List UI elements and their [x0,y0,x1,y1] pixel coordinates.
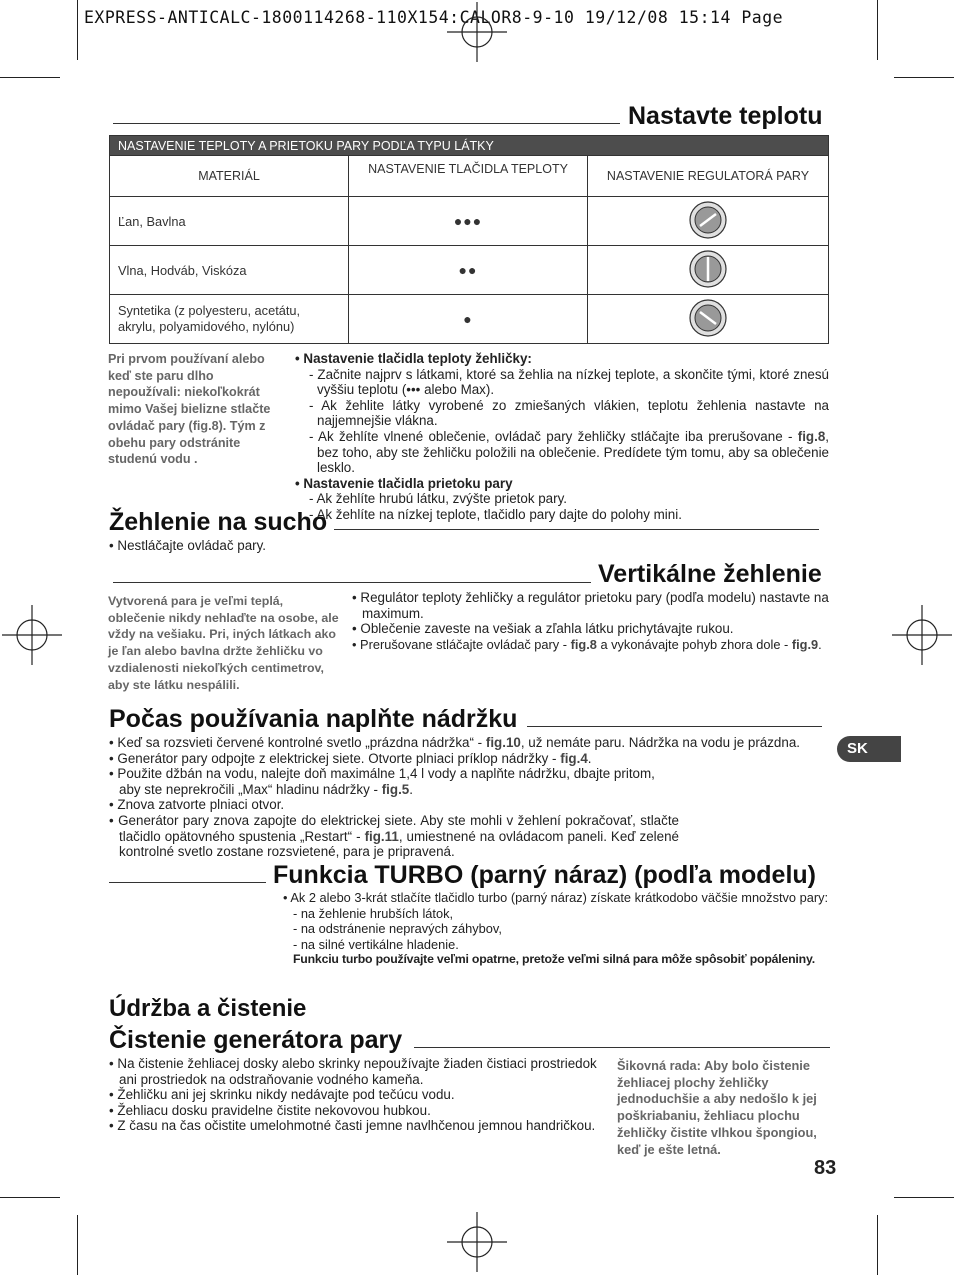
steam-dial-max-icon [688,200,728,240]
cleaning-instructions [109,1056,609,1134]
turbo-warning: Funkciu turbo používajte veľmi opatrne, pretože veľmi silná para môže spôsobiť popáleniny. [293,952,815,967]
instruction-text: • Prerušovane stláčajte ovládač pary - [352,636,571,652]
instruction-line [295,429,829,476]
instruction-text: a vykonávajte pohyb zhora dole - [596,636,792,652]
temperature-dots: ●● [349,246,588,295]
registration-mark-icon [2,605,62,665]
instruction-line: - na odstránenie nepravých záhybov, [293,921,502,937]
instruction-line: - Ak žehlite látky vyrobené zo zmiešaných vlákien, teplotu žehlenia nastavte na najjemnejšie vlákna. [309,397,829,429]
material-cell: Ľan, Bavlna [110,197,349,246]
instruction-text: . [818,636,822,652]
language-tab: SK [837,736,901,762]
temperature-dots: ●●● [349,197,588,246]
instruction-line [352,637,830,653]
instruction-line: - na žehlenie hrubších látok, [293,905,454,921]
figure-reference: fig.4 [560,750,588,766]
instruction-line: • Oblečenie zaveste na vešiak a zľahla látku prichytávajte rukou. [352,621,734,637]
temperature-side-note: Pri prvom používaní alebo keď ste paru dlho nepoužívali: niekoľkokrát mimo Vašej bielizne stlačte ovládač pary (fig.8). Tým z obehu pary odstránite studenú vodu . [108,352,271,467]
bullet-heading: • Nastavenie tlačidla prietoku pary [295,475,513,491]
instruction-text: - Ak žehlíte vlnené oblečenie, ovládač pary žehličky stláčajte iba prerušovane - [309,428,798,444]
crop-mark [0,1197,60,1198]
instruction-line [109,751,829,767]
section-title-dry-ironing: Žehlenie na sucho [109,508,328,536]
instruction-line: • Ak 2 alebo 3-krát stlačíte tlačidlo turbo (parný náraz) získate krátkodobo väčšie množstvo pary: [283,890,829,905]
crop-mark [77,1215,78,1275]
instruction-line: • Z času na čas očistite umelohmotné časti jemne navlhčenou jemnou handričkou. [109,1118,596,1134]
section-rule [109,882,266,883]
instruction-line: - Ak žehlíte hrubú látku, zvýšte prietok pary. [309,491,568,507]
section-title-maintenance: Údržba a čistenie [109,995,307,1022]
figure-reference: fig.8 [797,428,826,444]
instruction-text: . [409,781,413,797]
vertical-side-note: Vytvorená para je veľmi teplá, oblečenie nikdy nehlaďte na osobe, ale vždy na vešiaku. Pri, iných látkach ako je ľan alebo bavlna držte žehličku vo vzdialenosti niekoľkých centimetrov, aby ste látku nespálili. [108,594,339,692]
instruction-line: • Žehliacu dosku pravidelne čistite nekovovou hubkou. [109,1102,431,1118]
section-rule [113,123,620,124]
page-number: 83 [814,1157,837,1179]
instruction-text: , umiestnené na ovládacom paneli. Keď zelené kontrolné svetlo zostane rozsvietené, para je pripravená. [119,828,680,860]
cleaning-tip: Šikovná rada: Aby bolo čistenie žehliacej plochy žehličky jednoduchšie a aby nedošlo k jej poškriabaniu, žehliacu plochu žehličky čistite vlhkou špongiou, keď je ešte letná. [617,1058,817,1157]
temperature-instructions [295,351,829,523]
temperature-table [109,135,829,344]
figure-reference: fig.11 [364,828,399,844]
bullet-heading: • Nastavenie tlačidla teploty žehličky: [295,351,532,366]
section-title-refill: Počas používania naplňte nádržku [109,705,518,733]
column-header-material: MATERIÁL [110,156,349,197]
section-rule [113,582,591,583]
print-header: EXPRESS-ANTICALC-1800114268-110X154:CALOR8-9-10 19/12/08 15:14 Page [84,8,784,27]
crop-mark [894,1197,954,1198]
section-title-turbo: Funkcia TURBO (parný náraz) (podľa modelu) [273,861,817,889]
instruction-line: - na silné vertikálne hladenie. [293,936,459,952]
crop-mark [0,77,60,78]
figure-reference: fig.5 [381,781,410,797]
dry-ironing-text: • Nestláčajte ovládač pary. [109,538,267,553]
instruction-text: . [587,750,592,766]
section-title-cleaning: Čistenie generátora pary [109,1026,403,1054]
instruction-line: • Znova zatvorte plniaci otvor. [109,797,285,813]
section-rule [527,726,822,727]
figure-reference: fig.10 [485,735,521,750]
section-rule [414,1047,830,1048]
material-cell: Syntetika (z polyesteru, acetátu, akrylu, polyamidového, nylónu) [110,295,349,344]
crop-mark [877,1215,878,1275]
column-header-temperature: NASTAVENIE TLAČIDLA TEPLOTY [349,156,588,197]
registration-mark-icon [447,2,507,62]
turbo-instructions [283,890,829,968]
instruction-line [109,766,679,797]
instruction-text: • Keď sa rozsvieti červené kontrolné svetlo „prázdna nádržka“ - [109,735,486,750]
table-title: NASTAVENIE TEPLOTY A PRIETOKU PARY PODĽA TYPU LÁTKY [110,136,829,156]
table-row [110,197,829,246]
instruction-line: - Začnite najprv s látkami, ktoré sa žehlia na nízkej teplote, a skončite tými, ktoré znesú vyššiu teplotu (••• alebo Max). [309,366,829,398]
table-row [110,246,829,295]
crop-mark [877,0,878,60]
figure-reference: fig.8 [570,636,597,652]
section-rule [334,529,819,530]
instruction-line: • Na čistenie žehliacej dosky alebo skrinky nepoužívajte žiaden čistiaci prostriedok ani prostriedok na odstraňovanie vodného kameňa. [109,1056,597,1087]
column-header-steam: NASTAVENIE REGULATORÁ PARY [588,156,829,197]
crop-mark [77,0,78,60]
crop-mark [894,77,954,78]
section-title-vertical-ironing: Vertikálne žehlenie [598,560,822,588]
section-title-temperature: Nastavte teplotu [628,102,823,130]
instruction-text: , už nemáte paru. Nádržka na vodu je prázdna. [520,735,800,750]
instruction-text: • Generátor pary znova zapojte do elektrickej siete. Aby ste mohli v žehlení pokračovať, stlačte tlačidlo opätovného spustenia „Restart“ - [109,812,679,844]
vertical-instructions [352,590,830,652]
steam-dial-mid-icon [688,249,728,289]
instruction-text: • Použite džbán na vodu, nalejte doň maximálne 1,4 l vody a naplňte nádržku, dbajte pritom, aby ste neprekročili „Max“ hladinu nádržky - [109,766,655,797]
instruction-line: - Ak žehlíte na nízkej teplote, tlačidlo pary dajte do polohy mini. [309,506,682,522]
figure-reference: fig.9 [791,636,819,652]
material-cell: Vlna, Hodváb, Viskóza [110,246,349,295]
refill-instructions [109,735,829,860]
instruction-line: • Regulátor teploty žehličky a regulátor prietoku pary (podľa modelu) nastavte na maximum. [352,590,829,621]
temperature-dots: ● [349,295,588,344]
instruction-text: • Generátor pary odpojte z elektrickej siete. Otvorte plniaci príklop nádržky - [109,750,561,766]
instruction-line: • Žehličku ani jej skrinku nikdy nedávajte pod tečúcu vodu. [109,1087,455,1103]
registration-mark-icon [892,605,952,665]
instruction-text: , bez toho, aby ste žehličku položili na oblečenie. Predídete tým tomu, aby sa oblečenie lesklo. [317,428,829,476]
instruction-line [109,813,679,860]
instruction-line [109,735,829,751]
table-row [110,295,829,344]
registration-mark-icon [447,1212,507,1272]
steam-dial-min-icon [688,298,728,338]
